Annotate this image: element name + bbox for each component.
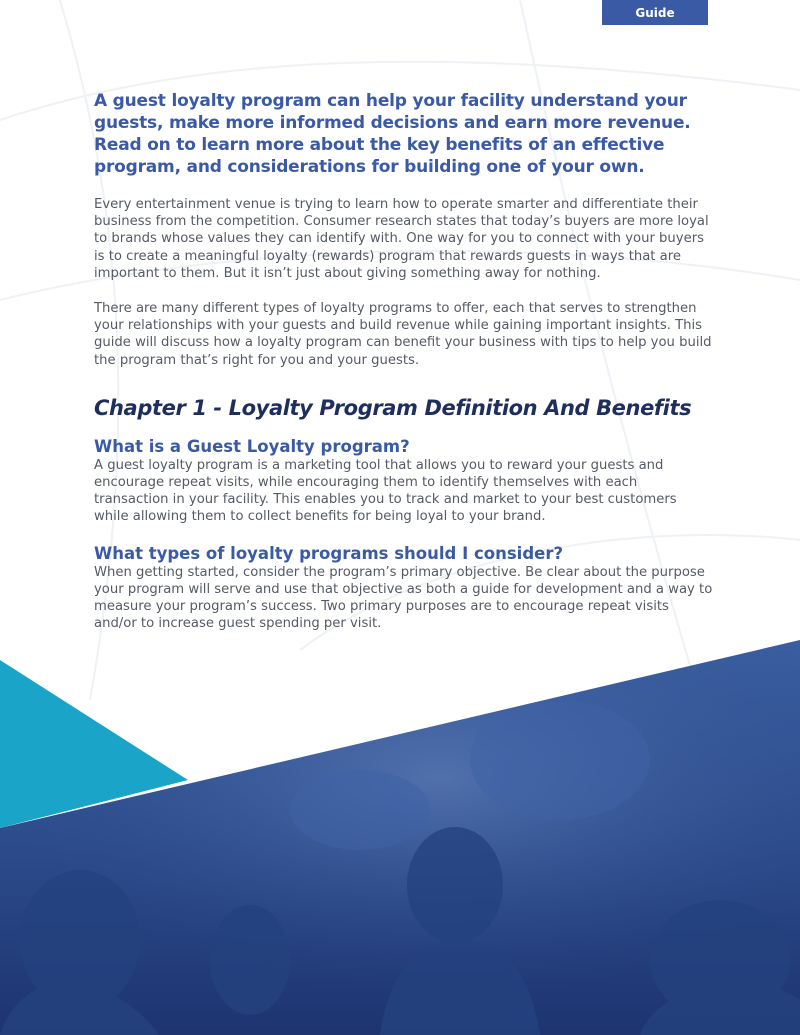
guide-tab: Guide (602, 0, 708, 25)
section-heading: What types of loyalty programs should I consider? (94, 543, 564, 563)
body-paragraph: Every entertainment venue is trying to learn how to operate smarter and differentiate their business from the competition. Consumer research states that today’s buyers are more loyal to brands whose values they can identify with. One way for you to connect with your buyers is to create a meaningful loyalty (rewards) program that rewards guests in ways that are important to them. But it isn’t just about giving something away for nothing. (94, 197, 709, 281)
footer-photo-banner (0, 640, 800, 1035)
section-heading: What is a Guest Loyalty program? (94, 436, 410, 456)
section-text: When getting started, consider the program’s primary objective. Be clear about the purpose your program will serve and use that objective as both a guide for development and a way to measure your program’s success. Two primary purposes are to encourage repeat visits and/or to increase guest spending per visit. (94, 564, 713, 632)
body-paragraph: There are many different types of loyalty programs to offer, each that serves to strengthen your relationships with your guests and build revenue while gaining important insights. This guide will discuss how a loyalty program can benefit your business with tips to help you build the program that’s right for you and your guests. (94, 301, 712, 368)
intro-lead: A guest loyalty program can help your facility understand your guests, make more informed decisions and earn more revenue. Read on to learn more about the key benefits of an effective program, and considerations for building one of your own. (94, 91, 691, 177)
chapter-title: Chapter 1 - Loyalty Program Definition And Benefits (94, 395, 692, 420)
article-content (94, 90, 714, 632)
section-text: A guest loyalty program is a marketing tool that allows you to reward your guests and encourage repeat visits, while encouraging them to identify themselves with each transaction in your facility. This enables you to track and market to your best customers while allowing them to collect benefits for being loyal to your brand. (94, 457, 677, 525)
